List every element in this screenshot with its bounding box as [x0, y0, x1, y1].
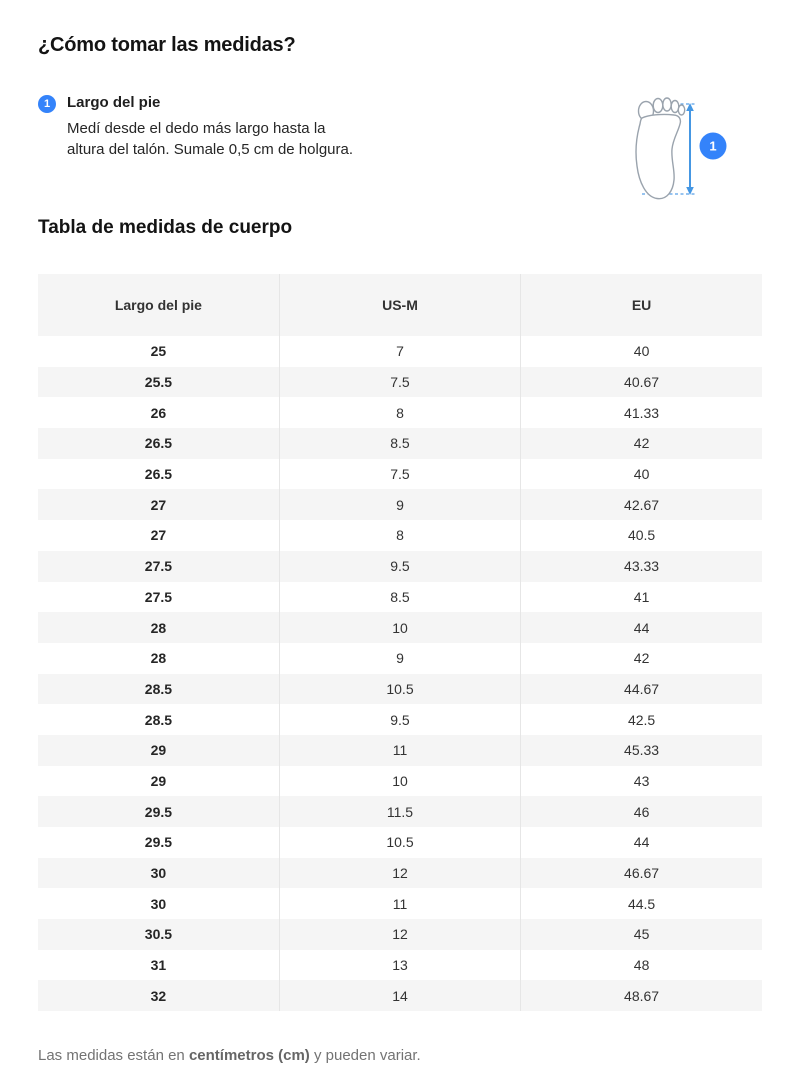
table-cell: 44.67	[521, 674, 762, 705]
table-cell: 40	[521, 459, 762, 490]
table-cell: 40	[521, 336, 762, 367]
table-cell: 30	[150, 895, 167, 912]
table-cell: 45.33	[521, 735, 762, 766]
table-cell: 48.67	[521, 980, 762, 1011]
column-header-us-m: US-M	[279, 274, 520, 336]
table-cell: 29	[150, 772, 167, 789]
table-row	[38, 612, 762, 643]
table-cell: 41	[521, 582, 762, 613]
table-cell: 8	[279, 520, 520, 551]
table-row	[38, 827, 762, 858]
table-row	[38, 766, 762, 797]
table-row	[38, 704, 762, 735]
table-section-title: Tabla de medidas de cuerpo	[38, 217, 293, 238]
table-cell: 29	[150, 742, 167, 759]
table-cell: 27.5	[144, 558, 173, 575]
table-cell: 13	[279, 950, 520, 981]
table-cell: 11	[279, 735, 520, 766]
table-row	[38, 551, 762, 582]
table-cell: 45	[521, 919, 762, 950]
table-cell: 10.5	[279, 827, 520, 858]
table-cell: 8.5	[279, 582, 520, 613]
table-row	[38, 489, 762, 520]
description-line-1: Medí desde el dedo más largo hasta la	[67, 120, 326, 137]
footnote-prefix: Las medidas están en	[38, 1047, 189, 1065]
table-cell: 25.5	[144, 374, 173, 391]
table-row	[38, 735, 762, 766]
foot-measurement-illustration	[620, 94, 730, 209]
table-cell: 48	[521, 950, 762, 981]
table-row	[38, 367, 762, 398]
table-cell: 28.5	[144, 711, 173, 728]
table-cell: 30	[150, 865, 167, 882]
table-cell: 40.67	[521, 367, 762, 398]
table-cell: 44	[521, 827, 762, 858]
size-guide-page	[0, 34, 800, 1083]
table-row	[38, 582, 762, 613]
table-cell: 27	[150, 527, 167, 544]
table-cell: 40.5	[521, 520, 762, 551]
table-cell: 44.5	[521, 888, 762, 919]
foot-outline	[636, 98, 685, 199]
table-cell: 25	[150, 343, 167, 360]
table-cell: 8.5	[279, 428, 520, 459]
table-cell: 29.5	[144, 834, 173, 851]
table-row	[38, 428, 762, 459]
size-table-body	[38, 336, 762, 1011]
column-header-largo-del-pie: Largo del pie	[38, 274, 279, 336]
table-row	[38, 796, 762, 827]
table-cell: 43.33	[521, 551, 762, 582]
table-cell: 26	[150, 404, 167, 421]
table-row	[38, 919, 762, 950]
table-row	[38, 858, 762, 889]
column-header-eu: EU	[521, 274, 762, 336]
size-table	[38, 274, 762, 1011]
foot-icon	[620, 94, 730, 209]
table-row	[38, 950, 762, 981]
table-cell: 10	[279, 766, 520, 797]
table-cell: 12	[279, 858, 520, 889]
measurement-text	[67, 94, 353, 160]
table-cell: 28.5	[144, 680, 173, 697]
table-row	[38, 643, 762, 674]
table-row	[38, 674, 762, 705]
table-cell: 29.5	[144, 803, 173, 820]
table-cell: 9	[279, 643, 520, 674]
table-cell: 11.5	[279, 796, 520, 827]
table-cell: 44	[521, 612, 762, 643]
table-cell: 9.5	[279, 551, 520, 582]
table-cell: 7	[279, 336, 520, 367]
table-cell: 42.5	[521, 704, 762, 735]
table-cell: 7.5	[279, 367, 520, 398]
description-line-2: altura del talón. Sumale 0,5 cm de holgura.	[67, 141, 354, 158]
table-cell: 14	[279, 980, 520, 1011]
footnote	[38, 1047, 762, 1064]
table-cell: 42	[521, 643, 762, 674]
table-cell: 27	[150, 496, 167, 513]
table-cell: 7.5	[279, 459, 520, 490]
table-row	[38, 980, 762, 1011]
table-cell: 41.33	[521, 397, 762, 428]
header-row	[38, 274, 762, 336]
table-row	[38, 459, 762, 490]
table-cell: 30.5	[144, 926, 173, 943]
table-cell: 46.67	[521, 858, 762, 889]
table-cell: 32	[150, 987, 167, 1004]
footnote-suffix: y pueden variar.	[309, 1047, 421, 1065]
table-row	[38, 397, 762, 428]
footnote-units: centímetros (cm)	[188, 1047, 310, 1065]
table-cell: 27.5	[144, 588, 173, 605]
table-cell: 31	[150, 957, 167, 974]
size-table-header	[38, 274, 762, 336]
table-row	[38, 888, 762, 919]
table-cell: 46	[521, 796, 762, 827]
illustration-step-badge-number: 1	[709, 138, 717, 154]
table-cell: 42	[521, 428, 762, 459]
table-cell: 11	[279, 888, 520, 919]
measurement-description	[67, 118, 353, 160]
page-title: ¿Cómo tomar las medidas?	[38, 34, 296, 56]
table-row	[38, 520, 762, 551]
table-cell: 26.5	[144, 435, 173, 452]
table-cell: 26.5	[144, 466, 173, 483]
table-cell: 9.5	[279, 704, 520, 735]
table-cell: 10.5	[279, 674, 520, 705]
table-cell: 10	[279, 612, 520, 643]
table-row	[38, 336, 762, 367]
step-1-badge: 1	[38, 95, 56, 113]
table-cell: 28	[150, 619, 167, 636]
table-cell: 9	[279, 489, 520, 520]
table-cell: 43	[521, 766, 762, 797]
table-cell: 8	[279, 397, 520, 428]
table-cell: 42.67	[521, 489, 762, 520]
table-cell: 12	[279, 919, 520, 950]
table-cell: 28	[150, 650, 167, 667]
measurement-label: Largo del pie	[67, 94, 161, 111]
